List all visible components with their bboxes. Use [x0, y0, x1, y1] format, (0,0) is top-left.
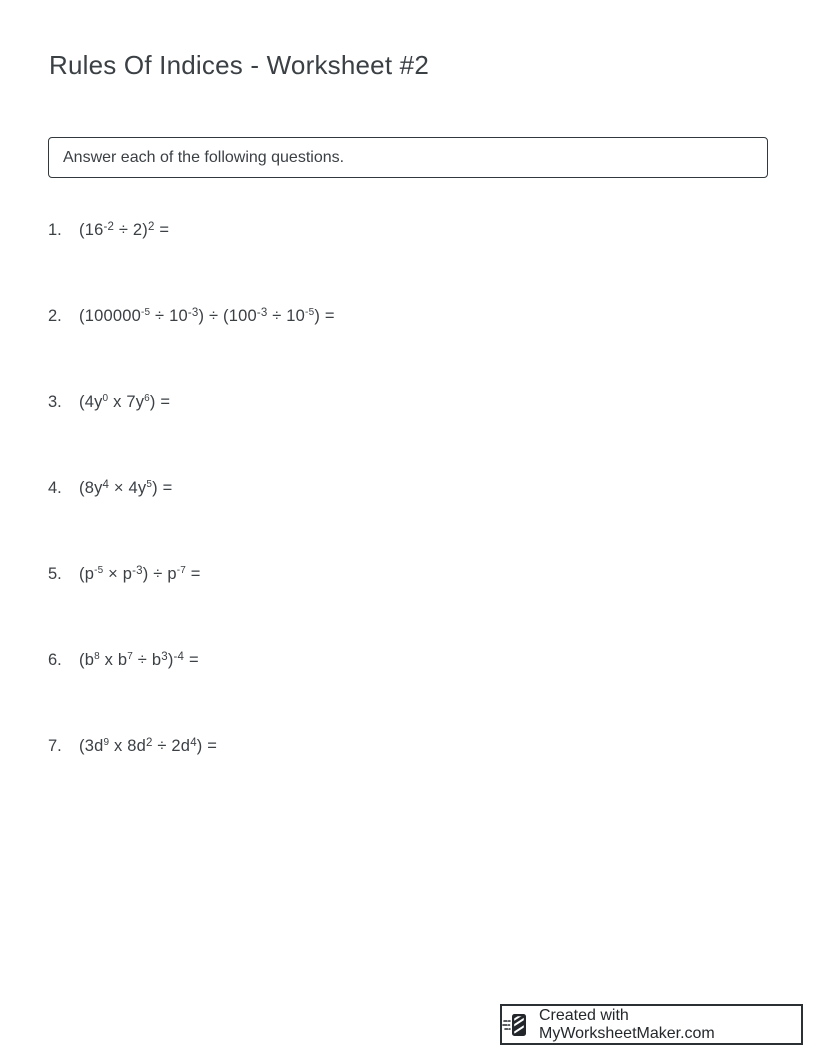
question-number: 6.: [48, 651, 62, 669]
question-number: 3.: [48, 393, 62, 411]
question-expression: $(16^{-2} \div 2)^2$ =: [79, 220, 170, 239]
question-expression: $(8y^4 \times 4y^5)$ =: [79, 478, 173, 497]
footer-credit-text: Created with MyWorksheetMaker.com: [539, 1006, 715, 1042]
question-expression: ($b^8$ x $b^7 \div b^3)^{-4}$ =: [79, 650, 199, 669]
instruction-text: Answer each of the following questions.: [63, 148, 345, 166]
question-row: [48, 390, 776, 476]
question-row: [48, 304, 776, 390]
question-expression: ($4y^0$ x $7y^6$) =: [79, 392, 171, 411]
question-expression: $(100000^{-5} \div 10^{-3}) \div (100^{-3} \div 10^{-5})$ =: [79, 306, 335, 325]
page-title: Rules Of Indices - Worksheet #2: [49, 50, 429, 80]
question-row: [48, 476, 776, 562]
question-row: [48, 734, 776, 820]
questions-list: [48, 218, 776, 820]
question-expression: $(p^{-5} \times p^{-3}) \div p^{-7}$ =: [79, 564, 201, 583]
footer-credit-badge: [500, 1004, 803, 1045]
question-number: 2.: [48, 307, 62, 325]
question-number: 5.: [48, 565, 62, 583]
question-row: [48, 218, 776, 304]
question-row: [48, 562, 776, 648]
question-number: 7.: [48, 737, 62, 755]
question-row: [48, 648, 776, 734]
question-expression: ($3d^9$ x $8d^2 \div 2d^4$) =: [79, 736, 218, 755]
myworksheetmaker-logo-icon: [502, 1011, 530, 1039]
question-number: 4.: [48, 479, 62, 497]
question-number: 1.: [48, 221, 62, 239]
instruction-box: [48, 137, 768, 178]
